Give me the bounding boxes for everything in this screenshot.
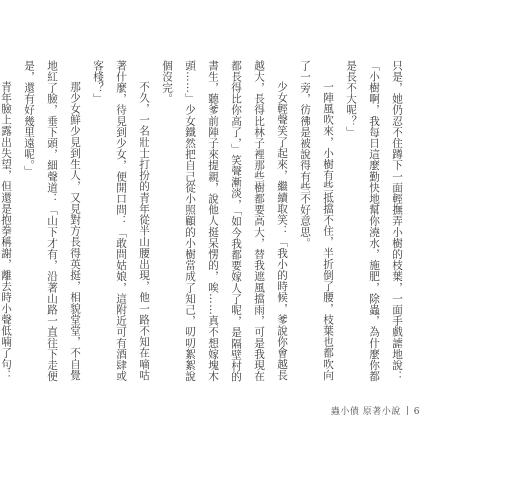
paragraph: 那少女鮮少見到生人，又見對方長得英挺，相貌堂堂，不自覺地紅了臉，垂下頭，細聲道：「山下才有，沿著山路一直往下走便是，還有好幾里遠呢。」	[23, 60, 81, 382]
page-number: 6	[413, 407, 420, 417]
book-title: 蟲小債 原著小說	[330, 407, 401, 417]
paragraph: 不久，一名壯士打扮的青年從半山腰出現，他一路不知在嘀咕著什麼，待見到少女，便開口問：「敢問姑娘，這附近可有酒肆或客棧？」	[92, 60, 150, 382]
page-footer	[331, 404, 420, 417]
paragraph: 一陣風吹來，小樹有些抵擋不住，半折倒了腰，枝葉也都吹向了一旁，彷彿是被說得有些不好意思。	[299, 60, 334, 381]
paragraph: 只是，她仍忍不住蹲下一面輕撫弄小樹的枝葉，一面手戲謔地說：「小樹啊，我每日這麼勤快地幫你澆水，施肥，除蟲，為什麼你都是長不大呢？」	[345, 60, 403, 382]
body-text	[0, 60, 408, 390]
paragraph: 青年臉上露出失望，但還是抱拳稱謝，離去時小聲低喃了句：	[0, 81, 12, 381]
paragraph: 少女輕聲笑了起來，繼續取笑：「我小的時候，爹說你會越長越大，長得比林子裡那些樹都要高大，替我遮風擋雨，可是我現在都長得比你高了，」笑聲漸淡，「如今我都要嫁人了呢，是隔壁村的書生，聽爹前陣子來提親，說他人挺呆愣的，唉……真不想嫁塊木頭……」少女鐵然把自己從小照顧的小樹當成了知己，叨叨絮絮說個沒完。	[161, 60, 288, 383]
footer-divider	[407, 406, 408, 415]
